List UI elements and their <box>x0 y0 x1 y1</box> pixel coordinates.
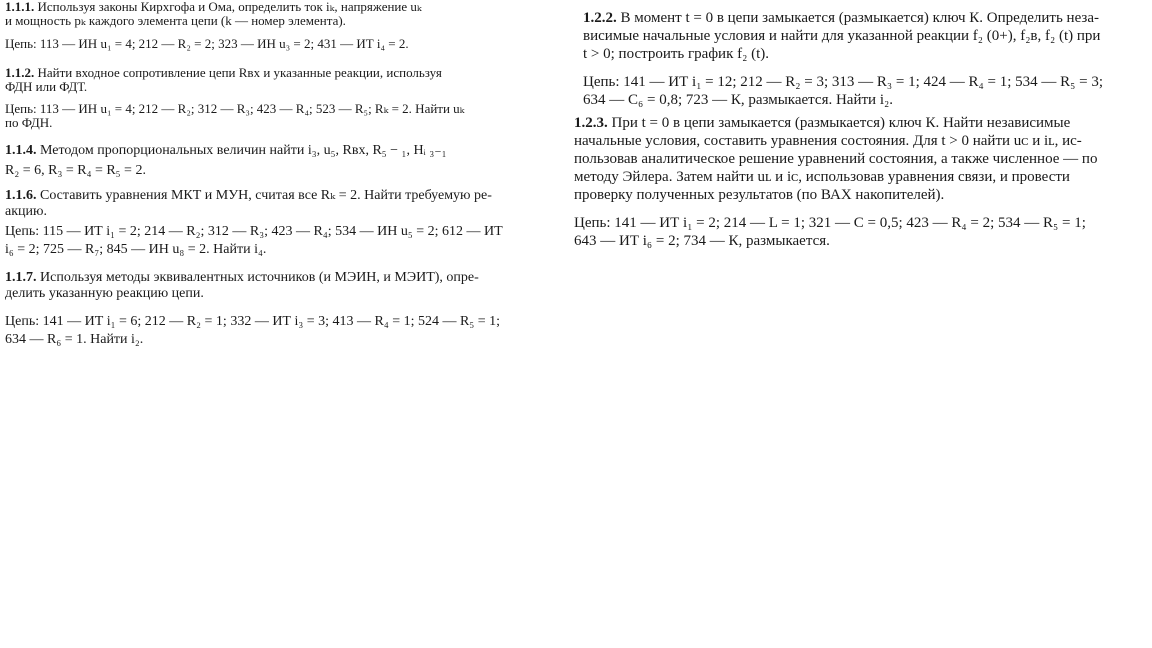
problem-text: и мощность pₖ каждого элемента цепи (k — номер элемента). <box>5 13 346 28</box>
problem-number: 1.1.6. <box>5 188 37 203</box>
problem-text: висимые начальные условия и найти для указанной реакции f₂ (0+), f₂в, f₂ (t) при <box>583 28 1101 44</box>
circuit-spec: i₆ = 2; 725 — R₇; 845 — ИН u₈ = 2. Найти i₄. <box>5 242 267 257</box>
problem-text: пользовав аналитическое решение уравнений состояния, а также численное — по <box>574 151 1098 167</box>
circuit-spec: Цепь: 113 — ИН u₁ = 4; 212 — R₂; 312 — R₃; 423 — R₄; 523 — R₅; Rₖ = 2. Найти uₖ <box>5 101 465 116</box>
problem-1-1-7 <box>5 270 550 348</box>
problem-text: 1.1.6. Составить уравнения МКТ и МУН, считая все Rₖ = 2. Найти требуемую ре- <box>5 188 492 203</box>
problem-text: R₂ = 6, R₃ = R₄ = R₅ = 2. <box>5 163 146 178</box>
problem-1-2-3 <box>574 114 1136 250</box>
problem-text: 1.2.3. При t = 0 в цепи замыкается (размыкается) ключ К. Найти независимые <box>574 115 1071 131</box>
problem-text: акцию. <box>5 204 47 219</box>
circuit-spec: 634 — R₆ = 1. Найти i₂. <box>5 332 144 347</box>
problem-number: 1.2.3. <box>574 115 608 131</box>
problem-1-1-6 <box>5 188 550 258</box>
problem-1-1-1 <box>5 0 550 51</box>
circuit-spec: 634 — C₆ = 0,8; 723 — К, размыкается. Найти i₂. <box>583 92 893 108</box>
problem-text: методу Эйлера. Затем найти uʟ и iᴄ, использовав уравнения связи, и провести <box>574 169 1070 185</box>
problem-text: проверку полученных результатов (по ВАХ накопителей). <box>574 187 945 203</box>
problem-text: 1.1.1. Используя законы Кирхгофа и Ома, определить ток iₖ, напряжение uₖ <box>5 0 422 14</box>
circuit-spec: Цепь: 113 — ИН u₁ = 4; 212 — R₂ = 2; 323 — ИН u₃ = 2; 431 — ИТ i₄ = 2. <box>5 36 409 51</box>
problem-1-1-4 <box>5 143 550 179</box>
problem-text: начальные условия, составить уравнения состояния. Для t > 0 найти uᴄ и iʟ, ис- <box>574 133 1082 149</box>
circuit-spec: Цепь: 141 — ИТ i₁ = 12; 212 — R₂ = 3; 313 — R₃ = 1; 424 — R₄ = 1; 534 — R₅ = 3; <box>583 74 1103 90</box>
problem-text: делить указанную реакцию цепи. <box>5 286 204 301</box>
problem-text: 1.1.2. Найти входное сопротивление цепи Rвх и указанные реакции, используя <box>5 65 442 80</box>
circuit-spec: Цепь: 141 — ИТ i₁ = 6; 212 — R₂ = 1; 332 — ИТ i₃ = 3; 413 — R₄ = 1; 524 — R₅ = 1; <box>5 314 501 329</box>
problem-1-1-2 <box>5 66 550 130</box>
problem-text: t > 0; построить график f₂ (t). <box>583 46 769 62</box>
problem-number: 1.1.2. <box>5 65 35 80</box>
problem-number: 1.1.1. <box>5 0 35 14</box>
circuit-spec: 643 — ИТ i₆ = 2; 734 — К, размыкается. <box>574 233 830 249</box>
problem-text: 1.1.7. Используя методы эквивалентных источников (и МЭИН, и МЭИТ), опре- <box>5 270 479 285</box>
circuit-spec: по ФДН. <box>5 115 53 130</box>
problem-number: 1.1.4. <box>5 143 37 158</box>
problem-text: ФДН или ФДТ. <box>5 79 88 94</box>
problem-text: 1.1.4. Методом пропорциональных величин найти i₃, u₅, Rвх, R₅ − ₁, Hᵢ ₃₋₁ <box>5 143 447 158</box>
circuit-spec: Цепь: 115 — ИТ i₁ = 2; 214 — R₂; 312 — R₃; 423 — R₄; 534 — ИН u₅ = 2; 612 — ИТ <box>5 224 503 239</box>
problem-number: 1.2.2. <box>583 10 617 26</box>
problem-text: 1.2.2. В момент t = 0 в цепи замыкается (размыкается) ключ К. Определить неза- <box>583 10 1099 26</box>
problem-1-2-2 <box>583 9 1145 109</box>
circuit-spec: Цепь: 141 — ИТ i₁ = 2; 214 — L = 1; 321 — C = 0,5; 423 — R₄ = 2; 534 — R₅ = 1; <box>574 215 1086 231</box>
problem-number: 1.1.7. <box>5 270 37 285</box>
